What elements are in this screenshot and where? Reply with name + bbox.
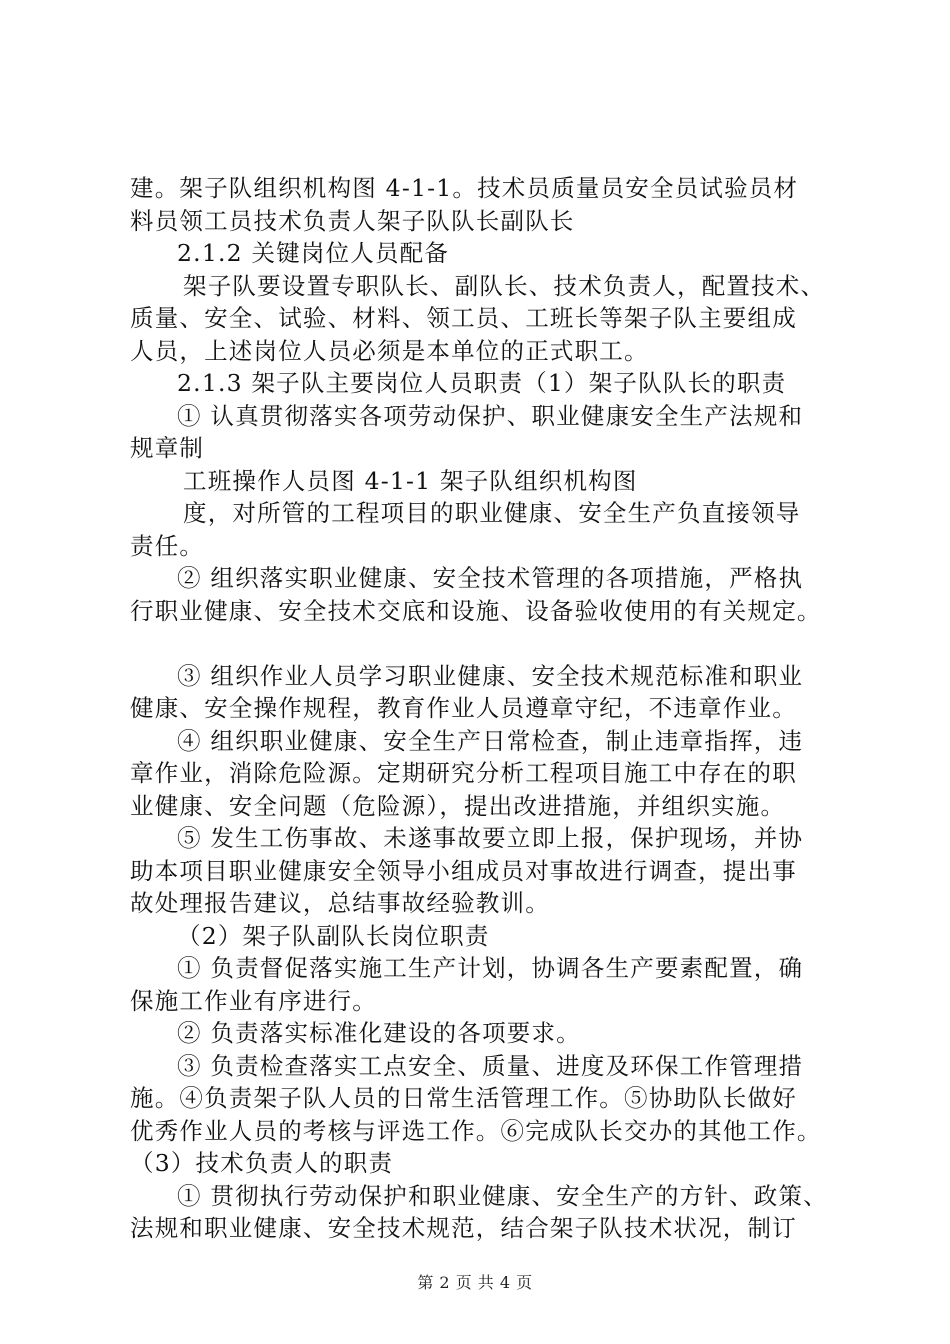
section-heading: （2）架子队副队长岗位职责 [177, 921, 490, 950]
text-line: 架子队要设置专职队长、副队长、技术负责人，配置技术、 [183, 271, 826, 300]
section-heading: 2.1.3 架子队主要岗位人员职责（1）架子队队长的职责 [177, 369, 787, 397]
text-line: ⑤ 发生工伤事故、未遂事故要立即上报，保护现场，并协 [177, 824, 804, 852]
text-line: 度，对所管的工程项目的职业健康、安全生产负直接领导 [183, 499, 801, 527]
text-line: ④ 组织职业健康、安全生产日常检查，制止违章指挥，违 [177, 726, 804, 755]
text-line: ① 认真贯彻落实各项劳动保护、职业健康安全生产法规和 [177, 401, 804, 430]
text-line: ② 组织落实职业健康、安全技术管理的各项措施，严格执 [177, 564, 804, 592]
page-number-footer: 第 2 页 共 4 页 [417, 1273, 533, 1292]
text-line: 责任。 [130, 531, 205, 560]
text-line: 业健康、安全问题（危险源），提出改进措施，并组织实施。 [130, 791, 786, 820]
text-line: ③ 组织作业人员学习职业健康、安全技术规范标准和职业 [177, 661, 804, 690]
text-line: 助本项目职业健康安全领导小组成员对事故进行调查，提出事 [130, 856, 797, 885]
text-line: 章作业，消除危险源。定期研究分析工程项目施工中存在的职 [130, 759, 797, 787]
text-line: ② 负责落实标准化建设的各项要求。 [177, 1019, 581, 1047]
text-line: 建。架子队组织机构图 4-1-1。技术员质量员安全员试验员材 [130, 174, 799, 202]
figure-caption: 工班操作人员图 4-1-1 架子队组织机构图 [183, 466, 638, 495]
document-body [130, 172, 850, 1245]
text-line: 优秀作业人员的考核与评选工作。⑥完成队长交办的其他工作。 [130, 1116, 822, 1145]
text-line: ① 负责督促落实施工生产计划，协调各生产要素配置，确 [177, 954, 804, 982]
text-line: 施。④负责架子队人员的日常生活管理工作。⑤协助队长做好 [130, 1084, 797, 1112]
section-heading: 2.1.2 关键岗位人员配备 [177, 239, 450, 267]
section-heading: （3）技术负责人的职责 [130, 1149, 394, 1177]
text-line: 健康、安全操作规程，教育作业人员遵章守纪，不违章作业。 [130, 694, 797, 722]
text-line: ③ 负责检查落实工点安全、质量、进度及环保工作管理措 [177, 1051, 804, 1080]
text-line: 人员，上述岗位人员必须是本单位的正式职工。 [130, 336, 649, 365]
text-line: 料员领工员技术负责人架子队队长副队长 [130, 206, 575, 235]
text-line: ① 贯彻执行劳动保护和职业健康、安全生产的方针、政策、 [177, 1181, 828, 1210]
paragraph-gap [130, 627, 850, 660]
text-line: 保施工作业有序进行。 [130, 986, 377, 1015]
text-line: 故处理报告建议，总结事故经验教训。 [130, 889, 550, 917]
text-line: 法规和职业健康、安全技术规范，结合架子队技术状况，制订 [130, 1214, 797, 1242]
text-line: 质量、安全、试验、材料、领工员、工班长等架子队主要组成 [130, 304, 797, 332]
text-line: 规章制 [130, 434, 205, 462]
text-line: 行职业健康、安全技术交底和设施、设备验收使用的有关规定。 [130, 596, 822, 625]
